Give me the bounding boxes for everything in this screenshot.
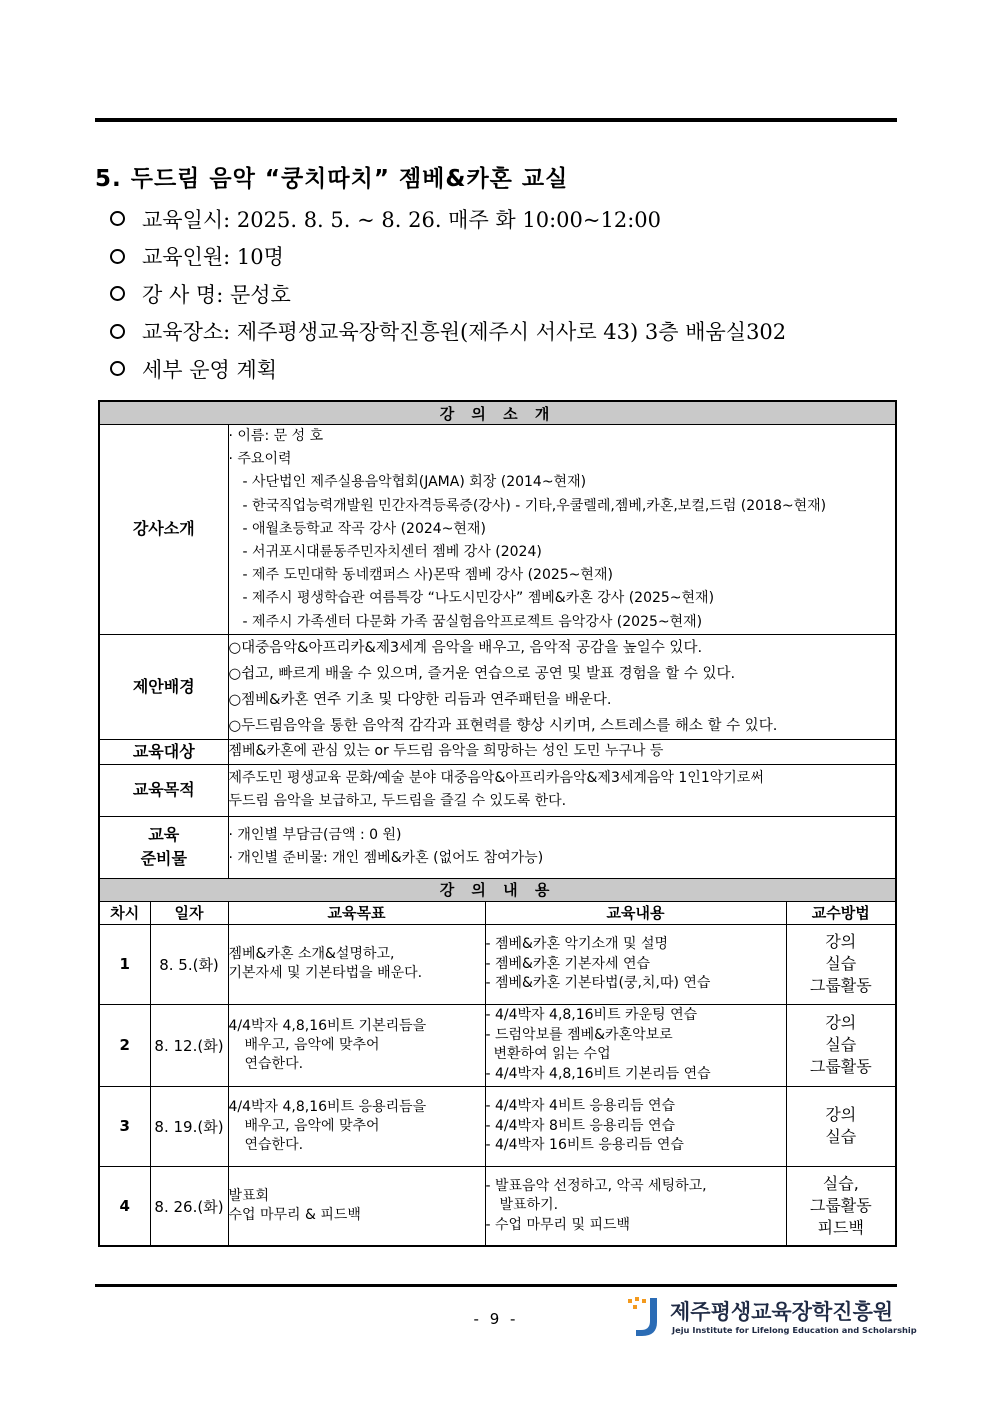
background-line: ○두드림음악을 통한 음악적 감각과 표현력를 향상 시키며, 스트레스를 해소 할 수 있다. — [228, 717, 778, 734]
supplies-line: · 개인별 준비물: 개인 젬베&카혼 (없어도 참여가능) — [228, 850, 544, 867]
target-label: 교육대상 — [99, 739, 228, 764]
bullet-text: 교육장소: 제주평생교육장학진흥원(제주시 서사로 43) 3층 배움실302 — [142, 320, 787, 345]
session-number: 4 — [99, 1166, 150, 1246]
method-line: 실습 — [825, 1035, 857, 1055]
content-line: 변환하여 읽는 수업 — [493, 1046, 611, 1063]
instructor-info — [228, 425, 896, 635]
target-text: 젬베&카혼에 관심 있는 or 두드림 음악을 희망하는 성인 도민 누구나 등 — [228, 743, 664, 760]
org-name: 제주평생교육장학진흥원 — [670, 1300, 894, 1324]
instructor-line: - 제주 도민대학 동네캠퍼스 사)몬딱 젬베 강사 (2025~현재) — [242, 567, 613, 584]
background-info — [228, 634, 896, 739]
instructor-line: - 사단법인 제주실용음악협회(JAMA) 회장 (2014~현재) — [242, 474, 587, 491]
content-line: - 젬베&카혼 악기소개 및 설명 — [485, 936, 669, 953]
session-goal — [228, 1004, 485, 1086]
bullet-text: 교육일시: 2025. 8. 5. ~ 8. 26. 매주 화 10:00~12:00 — [142, 207, 662, 232]
goal-line: 발표회 — [228, 1188, 270, 1205]
session-number: 3 — [99, 1086, 150, 1166]
bullet-text: 세부 운영 계획 — [142, 357, 278, 382]
target-cell — [228, 739, 896, 764]
section-title: 5. 두드림 음악 “쿵치따치” 젬베&카혼 교실 — [95, 166, 569, 192]
session-method — [786, 1004, 896, 1086]
bullet-item — [110, 200, 786, 238]
session-number: 1 — [99, 924, 150, 1004]
goal-line: 젬베&카혼 소개&설명하고, — [228, 946, 395, 963]
session-method — [786, 1166, 896, 1246]
session-content — [485, 1166, 786, 1246]
objective-info — [228, 764, 896, 816]
bullet-item — [110, 275, 786, 313]
content-line: - 4/4박자 8비트 응용리듬 연습 — [485, 1117, 676, 1134]
supplies-label-line: 교육 — [148, 825, 180, 845]
session-content — [485, 1004, 786, 1086]
instructor-line: - 제주시 평생학습관 여름특강 “나도시민강사” 젬베&카혼 강사 (2025~현재) — [242, 590, 715, 607]
bullet-text: 강 사 명: 문성호 — [142, 282, 291, 307]
goal-line: 배우고, 음악에 맞추어 — [244, 1117, 380, 1134]
circle-bullet-icon — [110, 324, 125, 339]
column-header-goal: 교육목표 — [228, 901, 485, 924]
content-line: - 4/4박자 4비트 응용리듬 연습 — [485, 1098, 676, 1115]
content-line: - 4/4박자 4,8,16비트 기본리듬 연습 — [485, 1065, 711, 1082]
instructor-line: - 제주시 가족센터 다문화 가족 꿈실험음악프로젝트 음악강사 (2025~현재) — [242, 613, 703, 630]
section-band-content: 강 의 내 용 — [99, 878, 896, 901]
content-line: 발표하기. — [499, 1197, 559, 1214]
content-line: - 발표음악 선정하고, 악곡 세팅하고, — [485, 1177, 707, 1194]
content-line: - 수업 마무리 및 피드백 — [485, 1216, 631, 1233]
session-method — [786, 1086, 896, 1166]
supplies-label-line: 준비물 — [140, 849, 187, 869]
goal-line: 배우고, 음악에 맞추어 — [244, 1036, 380, 1053]
objective-line: 제주도민 평생교육 문화/예술 분야 대중음악&아프리카음악&제3세계음악 1인1악기로써 — [228, 770, 764, 787]
bottom-rule — [95, 1284, 897, 1287]
session-method — [786, 924, 896, 1004]
bullet-list — [110, 200, 786, 388]
supplies-line: · 개인별 부담금(금액 : 0 원) — [228, 827, 402, 844]
bullet-item — [110, 313, 786, 351]
goal-line: 4/4박자 4,8,16비트 기본리듬을 — [228, 1017, 427, 1034]
session-goal — [228, 924, 485, 1004]
instructor-line: - 서귀포시대륜동주민자치센터 젬베 강사 (2024) — [242, 544, 542, 561]
method-line: 실습 — [825, 1127, 857, 1147]
content-line: - 4/4박자 16비트 응용리듬 연습 — [485, 1137, 684, 1154]
page-number: - 9 - — [473, 1310, 519, 1328]
method-line: 피드백 — [817, 1218, 864, 1238]
instructor-line: - 한국직업능력개발원 민간자격등록증(강사) - 기타,우쿨렐레,젬베,카혼,보컬,드럼 (2018~현재) — [242, 497, 827, 514]
method-line: 강의 — [825, 932, 857, 952]
session-goal — [228, 1086, 485, 1166]
method-line: 강의 — [825, 1105, 857, 1125]
background-line: ○쉽고, 빠르게 배울 수 있으며, 즐거운 연습으로 공연 및 발표 경험을 할 수 있다. — [228, 665, 736, 682]
org-logo — [624, 1294, 917, 1340]
table-row — [99, 924, 896, 1004]
content-line: - 4/4박자 4,8,16비트 카운팅 연습 — [485, 1007, 698, 1024]
top-rule — [95, 118, 897, 122]
bullet-text: 교육인원: 10명 — [142, 245, 284, 270]
circle-bullet-icon — [110, 361, 125, 376]
background-label: 제안배경 — [99, 634, 228, 739]
goal-line: 기본자세 및 기본타법을 배운다. — [228, 965, 423, 982]
session-date: 8. 5.(화) — [150, 924, 228, 1004]
method-line: 강의 — [825, 1013, 857, 1033]
session-date: 8. 26.(화) — [150, 1166, 228, 1246]
session-goal — [228, 1166, 485, 1246]
circle-bullet-icon — [110, 211, 125, 226]
column-header-date: 일자 — [150, 901, 228, 924]
session-content — [485, 924, 786, 1004]
section-band-intro: 강 의 소 개 — [99, 401, 896, 425]
background-line: ○대중음악&아프리카&제3세계 음악을 배우고, 음악적 공감을 높일수 있다. — [228, 639, 703, 656]
method-line: 실습, — [822, 1174, 859, 1194]
instructor-line: · 주요이력 — [228, 451, 292, 468]
column-header-method: 교수방법 — [786, 901, 896, 924]
goal-line: 연습한다. — [244, 1136, 304, 1153]
circle-bullet-icon — [110, 286, 125, 301]
method-line: 그룹활동 — [809, 976, 872, 996]
method-line: 실습 — [825, 954, 857, 974]
session-date: 8. 12.(화) — [150, 1004, 228, 1086]
session-number: 2 — [99, 1004, 150, 1086]
column-header-session: 차시 — [99, 901, 150, 924]
instructor-label: 강사소개 — [99, 425, 228, 635]
org-logo-mark-icon — [624, 1294, 664, 1340]
goal-line: 4/4박자 4,8,16비트 응용리듬을 — [228, 1098, 427, 1115]
content-line: - 젬베&카혼 기본자세 연습 — [485, 955, 651, 972]
goal-line: 연습한다. — [244, 1055, 304, 1072]
circle-bullet-icon — [110, 249, 125, 264]
supplies-label — [99, 816, 228, 878]
objective-line: 두드림 음악을 보급하고, 두드림을 즐길 수 있도록 한다. — [228, 793, 567, 810]
bullet-item — [110, 238, 786, 276]
objective-label: 교육목적 — [99, 764, 228, 816]
instructor-line: · 이름: 문 성 호 — [228, 428, 324, 444]
bullet-item — [110, 350, 786, 388]
method-line: 그룹활동 — [809, 1057, 872, 1077]
table-row — [99, 1086, 896, 1166]
column-header-content: 교육내용 — [485, 901, 786, 924]
method-line: 그룹활동 — [809, 1196, 872, 1216]
instructor-line: - 애월초등학교 작곡 강사 (2024~현재) — [242, 520, 486, 537]
org-name-english: Jeju Institute for Lifelong Education and Scholarship — [672, 1325, 917, 1335]
content-line: - 드럼악보를 젬베&카혼악보로 — [485, 1026, 673, 1043]
content-line: - 젬베&카혼 기본타법(쿵,치,따) 연습 — [485, 975, 711, 992]
session-content — [485, 1086, 786, 1166]
session-date: 8. 19.(화) — [150, 1086, 228, 1166]
table-row — [99, 1166, 896, 1246]
background-line: ○젬베&카혼 연주 기초 및 다양한 리듬과 연주패턴을 배운다. — [228, 691, 612, 708]
goal-line: 수업 마무리 & 피드백 — [228, 1207, 361, 1224]
plan-table — [98, 400, 897, 1247]
supplies-info — [228, 816, 896, 878]
table-row — [99, 1004, 896, 1086]
